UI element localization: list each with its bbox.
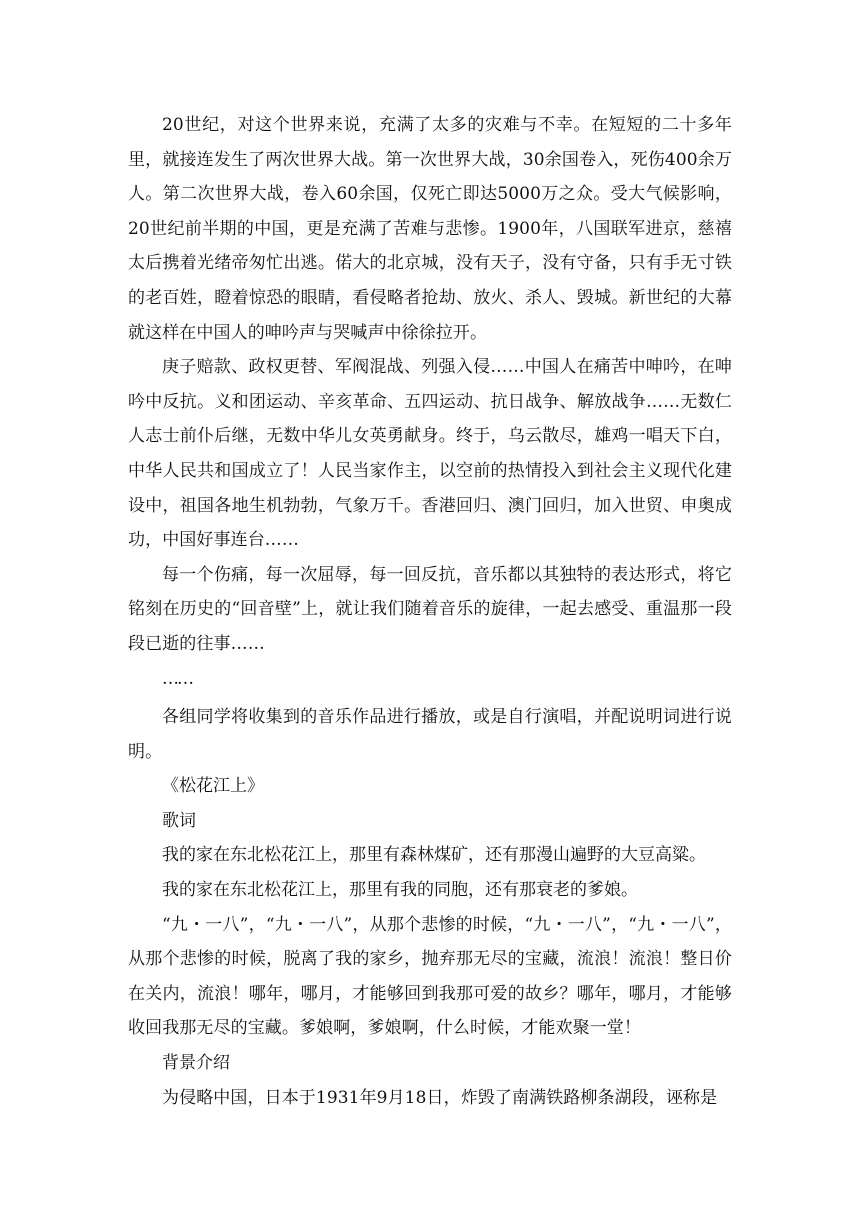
background-text: 为侵略中国，日本于1931年9月18日，炸毁了南满铁路柳条湖段，诬称是 — [162, 1087, 718, 1108]
intro-paragraph: 20世纪，对这个世界来说，充满了太多的灾难与不幸。在短短的二十多年里，就接连发生了两次世界大战。第一次世界大战，30余国卷入，死伤400余万人。第二次世界大战，卷入60余国，仅死亡即达5000万之众。受大气候影响，20世纪前半期的中国，更是充满了苦难与悲惨。1900年，八国联军进京，慈禧太后携着光绪帝匆忙出逃。偌大的北京城，没有天子，没有守备，只有手无寸铁的老百姓，瞪着惊恐的眼睛，看侵略者抢劫、放火、杀人、毁城。新世纪的大幕就这样在中国人的呻吟声与哭喊声中徐徐拉开。 — [128, 115, 732, 343]
instruction-paragraph: 各组同学将收集到的音乐作品进行播放，或是自行演唱，并配说明词进行说明。 — [128, 707, 732, 762]
lyric-paragraph: “九・一八”，“九・一八”，从那个悲惨的时候，“九・一八”，“九・一八”，从那个悲惨的时候，脱离了我的家乡，抛弃那无尽的宝藏，流浪！流浪！整日价在关内，流浪！哪年，哪月，才能够回到我那可爱的故乡？哪年，哪月，才能够收回我那无尽的宝藏。爹娘啊，爹娘啊，什么时候，才能欢聚一堂！ — [128, 914, 732, 1039]
lyric-line-2: 我的家在东北松花江上，那里有我的同胞，还有那衰老的爹娘。 — [162, 880, 638, 901]
lyrics-heading: 歌词 — [162, 810, 196, 831]
song-title: 《松花江上》 — [162, 776, 264, 797]
ellipsis-line: …… — [162, 668, 192, 689]
document-page — [128, 108, 732, 1115]
music-paragraph: 每一个伤痛，每一次屈辱，每一回反抗，音乐都以其独特的表达形式，将它铭刻在历史的“回音壁”上，就让我们随着音乐的旋律，一起去感受、重温那一段段已逝的往事…… — [128, 564, 732, 654]
background-heading: 背景介绍 — [162, 1053, 230, 1074]
lyric-line-1: 我的家在东北松花江上，那里有森林煤矿，还有那漫山遍野的大豆高粱。 — [162, 845, 706, 866]
history-paragraph: 庚子赔款、政权更替、军阀混战、列强入侵……中国人在痛苦中呻吟，在呻吟中反抗。义和团运动、辛亥革命、五四运动、抗日战争、解放战争……无数仁人志士前仆后继，无数中华儿女英勇献身。终于，乌云散尽，雄鸡一唱天下白，中华人民共和国成立了！人民当家作主，以空前的热情投入到社会主义现代化建设中，祖国各地生机勃勃，气象万千。香港回归、澳门回归，加入世贸、申奥成功，中国好事连台…… — [128, 357, 732, 551]
